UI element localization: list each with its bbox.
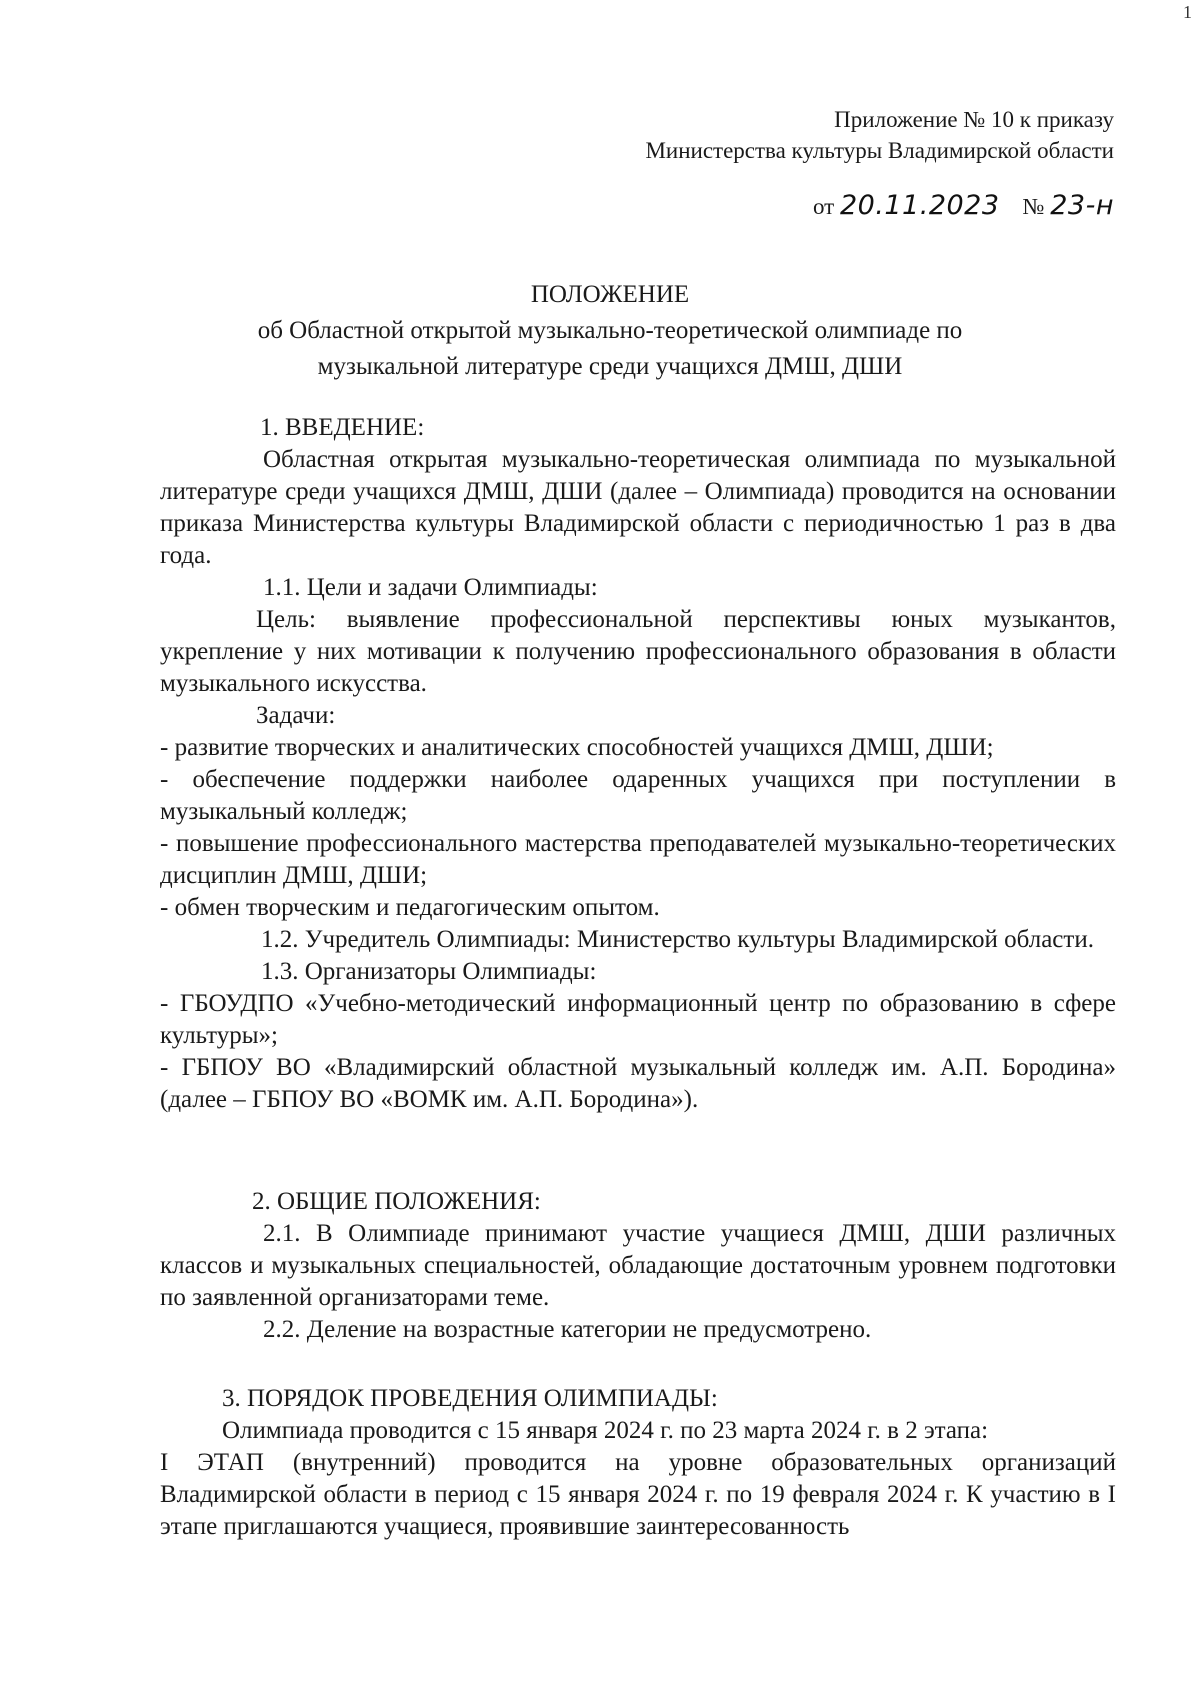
title-line-2: об Областной открытой музыкально-теоретической олимпиаде по (257, 317, 963, 344)
document-title (160, 277, 1060, 385)
list-item: - обмен творческим и педагогическим опытом. (160, 894, 660, 921)
handwritten-order-number: 23-н (1050, 190, 1114, 221)
section-procedure (160, 1383, 1116, 1543)
list-item: - обеспечение поддержки наиболее одаренных учащихся при поступлении в музыкальный колледж; (160, 766, 1116, 825)
goal-paragraph: Цель: выявление профессиональной перспективы юных музыкантов, укрепление у них мотивации к получению профессионального образования в области музыкального искусства. (160, 606, 1116, 697)
subsection-heading: 1.3. Организаторы Олимпиады: (261, 958, 597, 985)
order-reference (813, 190, 1114, 221)
paragraph: I ЭТАП (внутренний) проводится на уровне образовательных организаций Владимирской области в период с 15 января 2024 г. по 19 февраля 2024 г. К участию в I этапе приглашаются учащиеся, проявившие заинтересованность (160, 1449, 1116, 1540)
section-heading: 3. ПОРЯДОК ПРОВЕДЕНИЯ ОЛИМПИАДЫ: (222, 1385, 718, 1412)
order-prefix: от (812, 194, 835, 219)
list-item: - повышение профессионального мастерства преподавателей музыкально-теоретических дисциплин ДМШ, ДШИ; (160, 830, 1116, 889)
section-heading: 2. ОБЩИЕ ПОЛОЖЕНИЯ: (252, 1188, 541, 1215)
corner-mark: 1 (1183, 2, 1192, 22)
founder-paragraph: 1.2. Учредитель Олимпиады: Министерство культуры Владимирской области. (261, 926, 1094, 953)
tasks-label: Задачи: (256, 702, 336, 729)
list-item: - ГБОУДПО «Учебно-методический информационный центр по образованию в сфере культуры»; (160, 990, 1116, 1049)
appendix-line: Приложение № 10 к приказу (834, 107, 1114, 132)
paragraph: Олимпиада проводится с 15 января 2024 г. по 23 марта 2024 г. в 2 этапа: (222, 1417, 989, 1444)
intro-paragraph: Областная открытая музыкально-теоретическая олимпиада по музыкальной литературе среди учащихся ДМШ, ДШИ (далее – Олимпиада) проводится на основании приказа Министерства культуры Владимирской области с периодичностью 1 раз в два года. (160, 446, 1116, 569)
title-main: ПОЛОЖЕНИЕ (530, 281, 690, 308)
handwritten-order-date: 20.11.2023 (839, 190, 1000, 221)
order-number-prefix: № (1022, 194, 1045, 219)
section-introduction (160, 412, 1116, 1116)
paragraph: 2.2. Деление на возрастные категории не предусмотрено. (263, 1316, 872, 1343)
list-item: - ГБПОУ ВО «Владимирский областной музыкальный колледж им. А.П. Бородина» (далее – ГБПОУ ВО «ВОМК им. А.П. Бородина»). (160, 1054, 1116, 1113)
section-general-provisions (160, 1186, 1116, 1346)
ministry-line: Министерства культуры Владимирской области (645, 138, 1114, 163)
section-heading: 1. ВВЕДЕНИЕ: (260, 414, 425, 441)
subsection-heading: 1.1. Цели и задачи Олимпиады: (263, 574, 598, 601)
paragraph: 2.1. В Олимпиаде принимают участие учащиеся ДМШ, ДШИ различных классов и музыкальных специальностей, обладающие достаточным уровнем подготовки по заявленной организаторами теме. (160, 1220, 1116, 1311)
list-item: - развитие творческих и аналитических способностей учащихся ДМШ, ДШИ; (160, 734, 994, 761)
appendix-header (645, 104, 1114, 166)
title-line-3: музыкальной литературе среди учащихся ДМШ, ДШИ (317, 353, 903, 380)
